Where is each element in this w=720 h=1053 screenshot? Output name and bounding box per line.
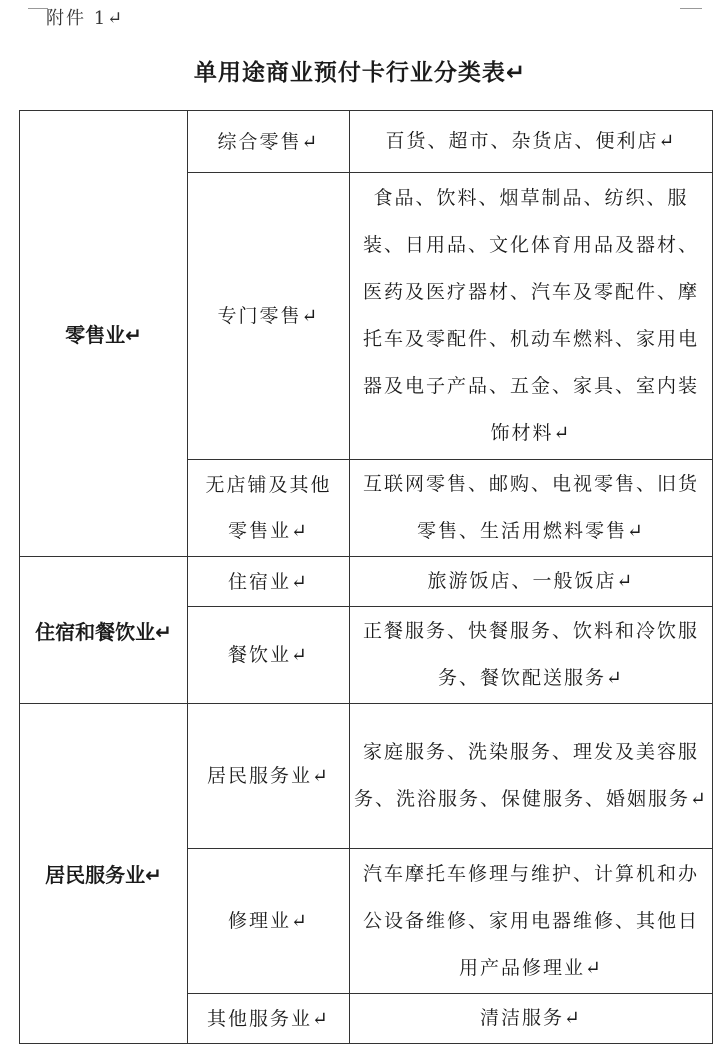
- examples-cell: 旅游饭店、一般饭店↵: [350, 557, 713, 607]
- attachment-label: 附件 1↵: [46, 8, 125, 29]
- subcategory-cell: 餐饮业↵: [188, 607, 350, 704]
- examples-cell: 百货、超市、杂货店、便利店↵: [350, 111, 713, 173]
- examples-cell: 家庭服务、洗染服务、理发及美容服务、洗浴服务、保健服务、婚姻服务↵: [350, 704, 713, 849]
- examples-cell: 正餐服务、快餐服务、饮料和冷饮服务、餐饮配送服务↵: [350, 607, 713, 704]
- page-corner-mark-left: [28, 0, 48, 9]
- examples-cell: 食品、饮料、烟草制品、纺织、服装、日用品、文化体育用品及器材、医药及医疗器材、汽车及零配件、摩托车及零配件、机动车燃料、家用电器及电子产品、五金、家具、室内装饰材料↵: [350, 173, 713, 460]
- subcategory-cell: 无店铺及其他零售业↵: [188, 460, 350, 557]
- subcategory-cell: 综合零售↵: [188, 111, 350, 173]
- examples-cell: 汽车摩托车修理与维护、计算机和办公设备维修、家用电器维修、其他日用产品修理业↵: [350, 849, 713, 994]
- subcategory-cell: 住宿业↵: [188, 557, 350, 607]
- table-row: [20, 704, 713, 849]
- subcategory-cell: 专门零售↵: [188, 173, 350, 460]
- category-cell: 住宿和餐饮业↵: [20, 557, 188, 704]
- category-table-wrapper: [19, 110, 712, 1044]
- table-row: [20, 111, 713, 173]
- subcategory-cell: 居民服务业↵: [188, 704, 350, 849]
- page-corner-mark-right: [680, 0, 702, 9]
- subcategory-cell: 修理业↵: [188, 849, 350, 994]
- category-cell: 居民服务业↵: [20, 704, 188, 1044]
- category-cell: 零售业↵: [20, 111, 188, 557]
- page-title: 单用途商业预付卡行业分类表↵: [193, 60, 527, 86]
- subcategory-cell: 其他服务业↵: [188, 994, 350, 1044]
- examples-cell: 清洁服务↵: [350, 994, 713, 1044]
- category-table: [19, 110, 713, 1044]
- examples-cell: 互联网零售、邮购、电视零售、旧货零售、生活用燃料零售↵: [350, 460, 713, 557]
- table-row: [20, 557, 713, 607]
